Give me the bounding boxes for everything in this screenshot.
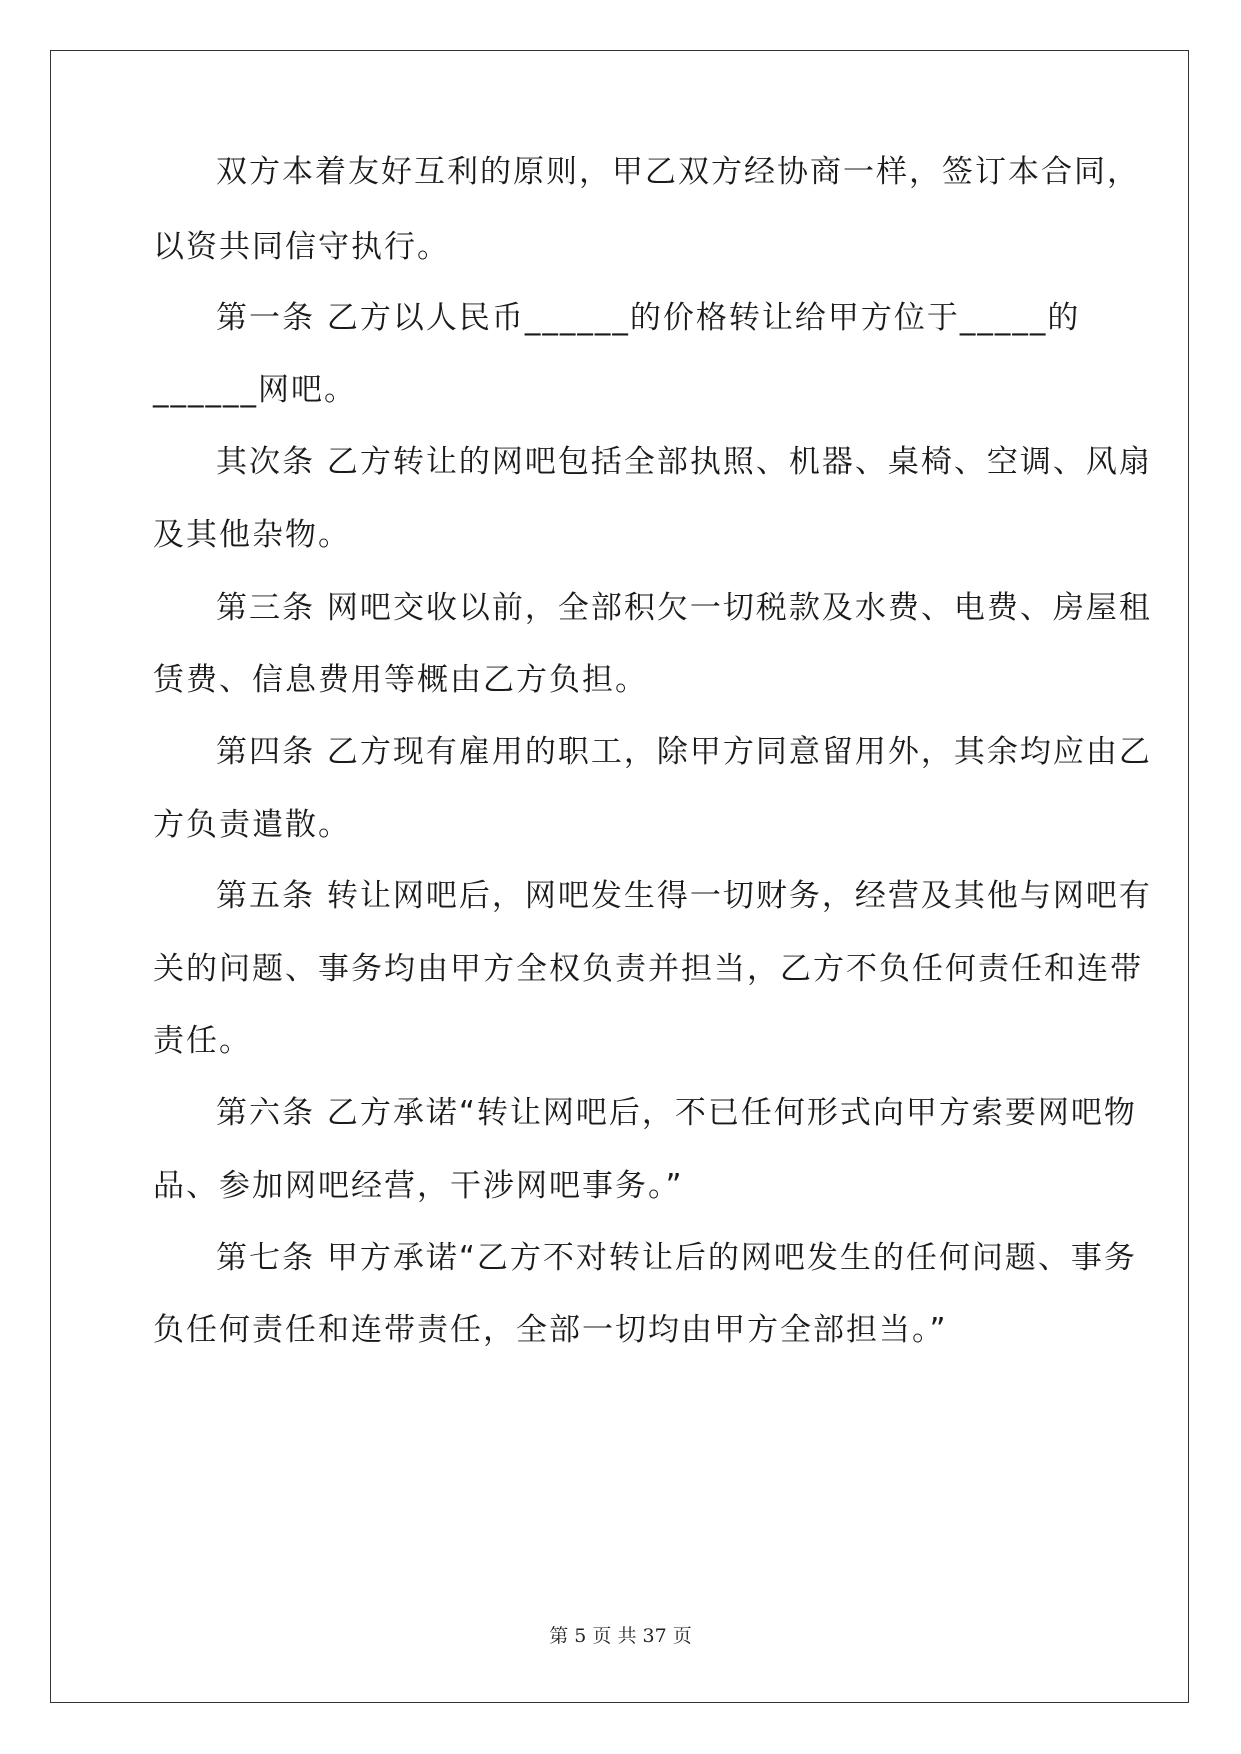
article-5-line-1: 第五条 转让网吧后，网吧发生得一切财务，经营及其他与网吧有 [216, 878, 1152, 914]
article-7-line-2: 负任何责任和连带责任，全部一切均由甲方全部担当。” [153, 1312, 948, 1348]
article-3-line-1: 第三条 网吧交收以前，全部积欠一切税款及水费、电费、房屋租 [216, 590, 1152, 626]
paragraph-intro-line-1: 双方本着友好互利的原则，甲乙双方经协商一样，签订本合同， [216, 154, 1140, 190]
article-2-line-1: 其次条 乙方转让的网吧包括全部执照、机器、桌椅、空调、风扇 [216, 444, 1152, 480]
article-3-line-2: 赁费、信息费用等概由乙方负担。 [153, 662, 648, 698]
article-5-line-3: 责任。 [153, 1023, 252, 1059]
article-6-line-2: 品、参加网吧经营，干涉网吧事务。” [153, 1168, 684, 1204]
article-7-line-1: 第七条 甲方承诺“乙方不对转让后的网吧发生的任何问题、事务 [216, 1240, 1137, 1276]
article-6-line-1: 第六条 乙方承诺“转让网吧后，不已任何形式向甲方索要网吧物 [216, 1095, 1137, 1131]
paragraph-intro-line-2: 以资共同信守执行。 [153, 229, 450, 265]
article-2-line-2: 及其他杂物。 [153, 517, 351, 553]
article-4-line-1: 第四条 乙方现有雇用的职工，除甲方同意留用外，其余均应由乙 [216, 734, 1152, 770]
article-5-line-2: 关的问题、事务均由甲方全权负责并担当，乙方不负任何责任和连带 [153, 951, 1143, 987]
page-number-footer: 第 5 页 共 37 页 [549, 1625, 692, 1647]
article-1-line-2: ______网吧。 [153, 372, 357, 408]
article-1-line-1: 第一条 乙方以人民币______的价格转让给甲方位于_____的 [216, 300, 1081, 336]
article-4-line-2: 方负责遣散。 [153, 807, 351, 843]
